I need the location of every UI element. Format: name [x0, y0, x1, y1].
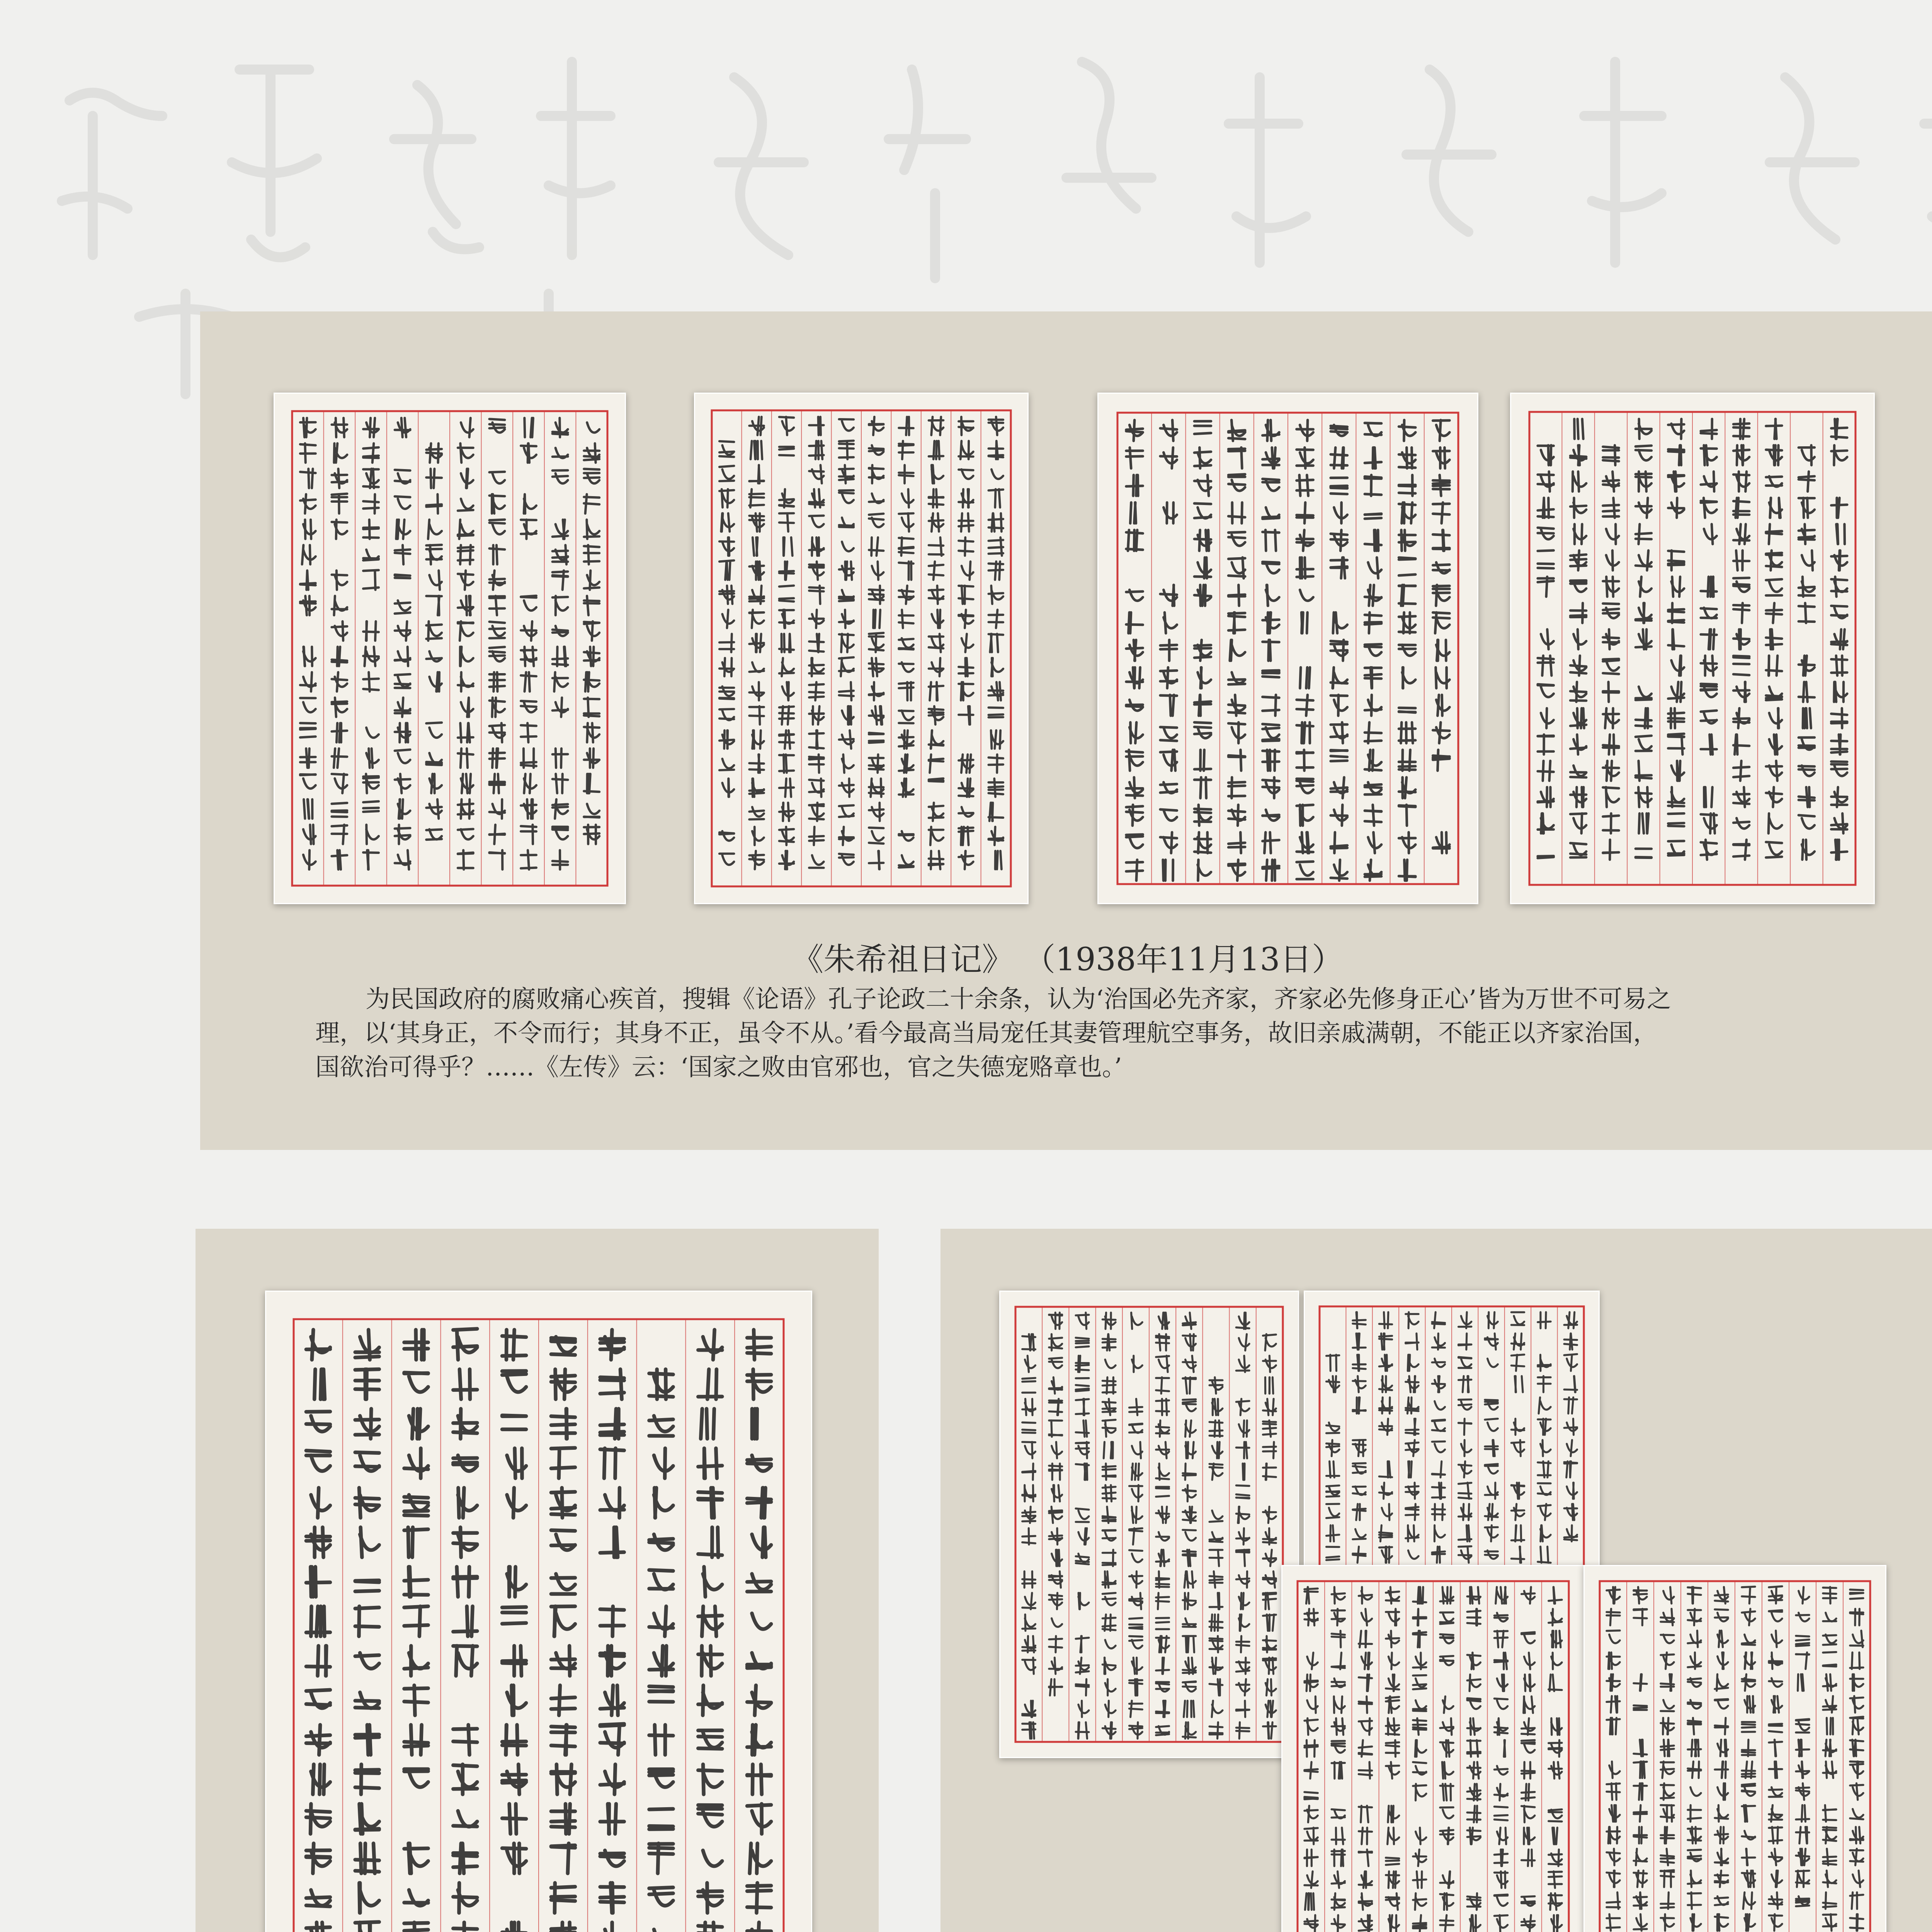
diary-panel-1938-11-10 — [196, 1229, 879, 1932]
manuscript-book-left-page — [999, 1291, 1299, 1758]
manuscript-page-4 — [1510, 393, 1875, 904]
manuscript-book-left-page-image — [1282, 1566, 1584, 1932]
manuscript-page-large-image — [266, 1292, 811, 1932]
manuscript-page-3 — [1097, 393, 1478, 904]
caption-line: 国欲治可得乎？……《左传》云：‘国家之败由官邪也，官之失德宠赂章也。’ — [315, 1053, 1122, 1081]
manuscript-page-large — [265, 1291, 812, 1932]
manuscript-page-2-image — [695, 394, 1027, 903]
manuscript-book-left-page-image — [1000, 1292, 1298, 1757]
caption-text — [315, 982, 1830, 1084]
manuscript-page-1 — [274, 393, 626, 904]
diary-panel-1935-07-12 — [940, 1229, 1932, 1932]
manuscript-page-3-image — [1099, 394, 1477, 903]
diary-panel-1938-11-13 — [200, 311, 1932, 1150]
caption-line: 为民国政府的腐败痛心疾首，搜辑《论语》孔子论政二十余条，认为‘治国必先齐家，齐家必先修身正心’皆为万世不可易之 — [366, 985, 1672, 1013]
manuscript-book-left-page — [1281, 1565, 1585, 1932]
caption-title: 《朱希祖日记》 （1938年11月13日） — [792, 941, 1344, 978]
manuscript-page-2 — [694, 393, 1029, 904]
manuscript-page-1-image — [275, 394, 625, 903]
manuscript-page-4-image — [1511, 394, 1874, 903]
caption-line: 理，以‘其身正，不令而行；其身不正，虽令不从。’看今最高当局宠任其妻管理航空事务，故旧亲戚满朝，不能正以齐家治国， — [315, 1019, 1658, 1047]
manuscript-book-right-page-image — [1585, 1566, 1885, 1932]
manuscript-book-right-page — [1583, 1565, 1886, 1932]
